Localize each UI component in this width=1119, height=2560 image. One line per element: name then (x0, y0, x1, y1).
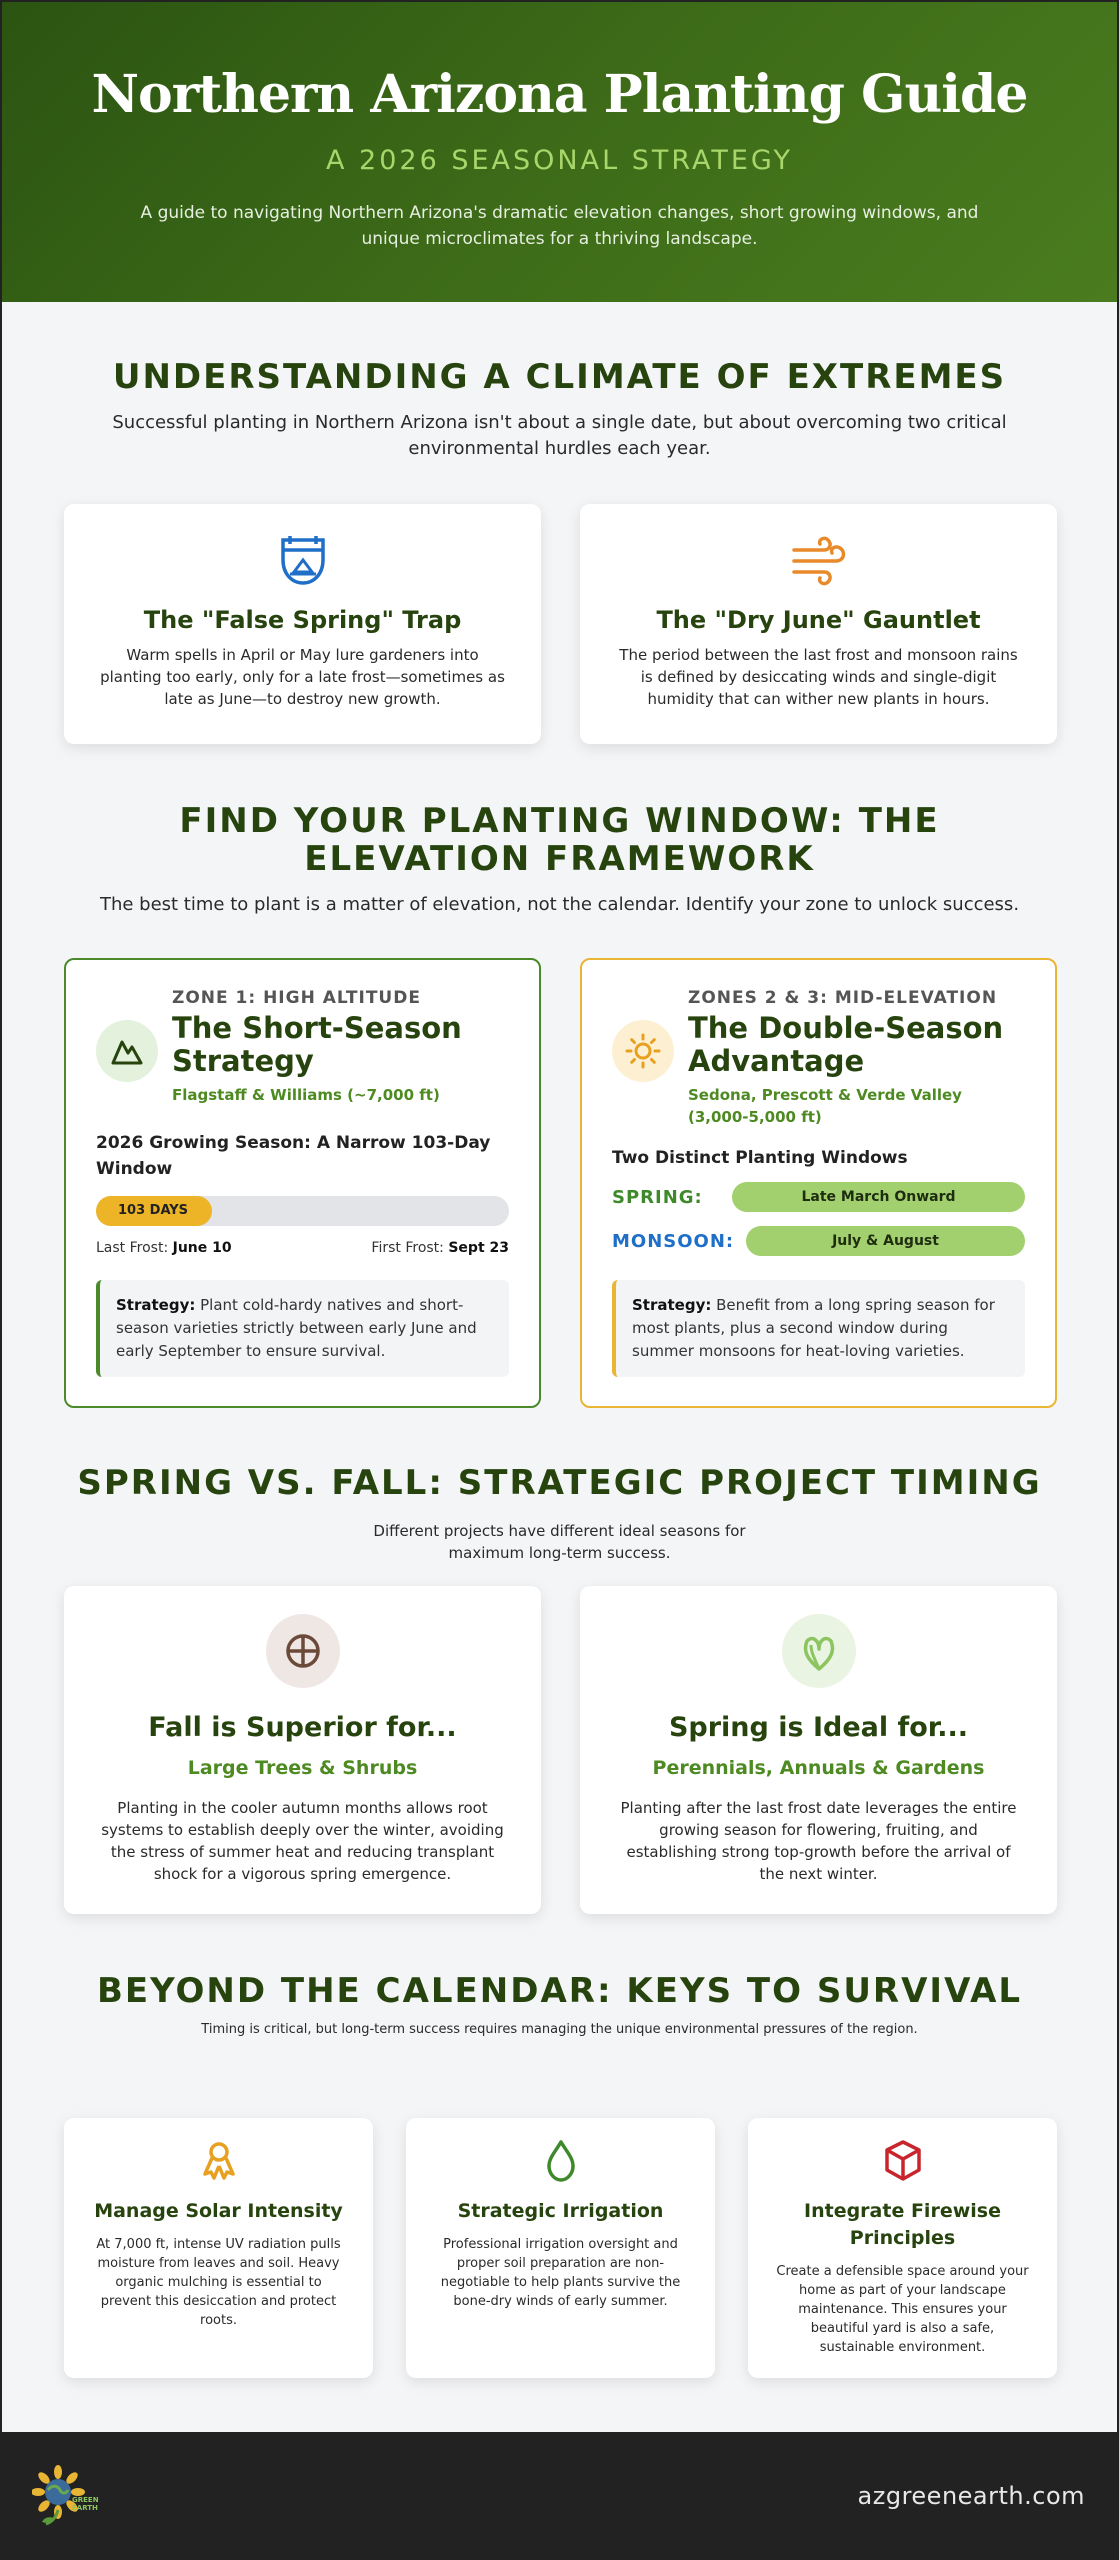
fall-text: Planting in the cooler autumn months allows root systems to establish deeply over the winter, avoiding the stress of summer heat and reducing transplant shock for a vigorous spring emergence. (101, 1799, 504, 1883)
climate-lead: Successful planting in Northern Arizona isn't about a single date, but about overcoming two critical environmental hurdles each year. (112, 412, 1007, 459)
firewise-title: Integrate Firewise Principles (804, 2200, 1001, 2249)
solar-intensity-card (64, 2118, 373, 2378)
footer-domain-link[interactable]: azgreenearth.com (857, 2482, 1085, 2510)
monsoon-label: MONSOON: (612, 1230, 735, 1252)
frost-dates (96, 1240, 509, 1256)
hero-header (2, 2, 1117, 302)
false-spring-text: Warm spells in April or May lure gardeners into planting too early, only for a late frost—sometimes as late as June—to destroy new growth. (100, 646, 505, 708)
zone-cards (64, 958, 1057, 1408)
sun-ribbon-icon (199, 2169, 239, 2188)
spring-window-row (612, 1182, 1025, 1212)
spring-title: Spring is Ideal for... (668, 1712, 969, 1743)
elevation-title: FIND YOUR PLANTING WINDOW: THE ELEVATION FRAMEWORK (179, 801, 940, 879)
elevation-lead: The best time to plant is a matter of elevation, not the calendar. Identify your zone to unlock success. (99, 894, 1020, 915)
monsoon-window-row (612, 1226, 1025, 1256)
false-spring-card (64, 504, 541, 744)
fall-card (64, 1586, 541, 1914)
firewise-text: Create a defensible space around your home as part of your landscape maintenance. This ensures your beautiful yard is also a safe, sustainable environment. (776, 2264, 1029, 2355)
timing-section (2, 1463, 1117, 1883)
cube-icon (882, 2169, 924, 2188)
solar-text: At 7,000 ft, intense UV radiation pulls moisture from leaves and soil. Heavy organic mulching is essential to prevent this desiccation and protect roots. (96, 2237, 341, 2328)
false-spring-title: The "False Spring" Trap (143, 606, 462, 634)
dry-june-card (580, 504, 1057, 744)
survival-title: BEYOND THE CALENDAR: KEYS TO SURVIVAL (96, 1971, 1023, 2011)
zone1-location: Flagstaff & Williams (~7,000 ft) (172, 1086, 440, 1104)
fall-title: Fall is Superior for... (148, 1712, 457, 1743)
svg-text:EARTH: EARTH (72, 2504, 98, 2512)
zone1-strategy-text: Plant cold-hardy natives and short-season varieties strictly between early June and early September to ensure survival. (116, 1296, 477, 1360)
last-frost: Last Frost: June 10 (96, 1240, 232, 1256)
zone1-strategy-label: Strategy: (116, 1296, 196, 1314)
growing-season-bar-fill: 103 DAYS (96, 1196, 212, 1226)
spring-label: SPRING: (612, 1186, 703, 1208)
climate-section (2, 357, 1117, 708)
elevation-section (2, 801, 1117, 1360)
firewise-card (748, 2118, 1057, 2378)
first-frost: First Frost: Sept 23 (371, 1240, 509, 1256)
zone2-strategy-label: Strategy: (632, 1296, 712, 1314)
tree-icon (266, 1614, 340, 1688)
spring-card (580, 1586, 1057, 1914)
water-drop-icon (541, 2169, 581, 2188)
zone2-card (580, 958, 1057, 1408)
zone2-strategy (612, 1280, 1025, 1377)
zone1-card (64, 958, 541, 1408)
survival-cards (64, 2118, 1057, 2378)
timing-cards (64, 1586, 1057, 1914)
dry-june-title: The "Dry June" Gauntlet (656, 606, 981, 634)
green-earth-logo[interactable] (32, 2464, 102, 2532)
last-frost-date: June 10 (172, 1240, 232, 1256)
sprout-icon (782, 1614, 856, 1688)
timing-title: SPRING VS. FALL: STRATEGIC PROJECT TIMING (77, 1463, 1042, 1503)
footer (2, 2432, 1117, 2560)
first-frost-date: Sept 23 (448, 1240, 509, 1256)
spring-window-pill: Late March Onward (732, 1182, 1025, 1212)
zone1-caption: 2026 Growing Season: A Narrow 103-Day Window (96, 1133, 491, 1179)
svg-text:GREEN: GREEN (72, 2496, 99, 2504)
zone2-title: The Double-Season Advantage (688, 1011, 1004, 1078)
sun-icon (612, 1020, 674, 1082)
mountain-icon (96, 1020, 158, 1082)
spring-subtitle: Perennials, Annuals & Gardens (652, 1757, 985, 1779)
irrigation-card (406, 2118, 715, 2378)
survival-section (2, 1971, 1117, 2355)
zone1-label: ZONE 1: HIGH ALTITUDE (172, 988, 421, 1008)
hero-intro: A guide to navigating Northern Arizona's dramatic elevation changes, short growing windows, and unique microclimates for a thriving landscape. (140, 203, 979, 249)
zone2-location: Sedona, Prescott & Verde Valley (3,000-5,000 ft) (688, 1086, 962, 1126)
fall-subtitle: Large Trees & Shrubs (187, 1757, 418, 1779)
timing-lead: Different projects have different ideal seasons for maximum long-term success. (373, 1522, 746, 1562)
frost-trap-icon (274, 573, 332, 592)
wind-icon (790, 573, 848, 592)
irrigation-title: Strategic Irrigation (457, 2200, 664, 2222)
spring-text: Planting after the last frost date leverages the entire growing season for flowering, fruiting, and establishing strong top-growth before the arrival of the next winter. (620, 1799, 1017, 1883)
climate-title: UNDERSTANDING A CLIMATE OF EXTREMES (112, 357, 1007, 397)
page-subtitle: A 2026 SEASONAL STRATEGY (326, 145, 793, 176)
survival-lead: Timing is critical, but long-term success requires managing the unique environmental pressures of the region. (201, 2022, 918, 2037)
page-title: Northern Arizona Planting Guide (91, 64, 1028, 125)
zone2-label: ZONES 2 & 3: MID-ELEVATION (688, 988, 998, 1008)
irrigation-text: Professional irrigation oversight and proper soil preparation are non-negotiable to help plants survive the bone-dry winds of early summer. (440, 2237, 681, 2309)
zone1-strategy (96, 1280, 509, 1377)
monsoon-window-pill: July & August (746, 1226, 1025, 1256)
zone1-title: The Short-Season Strategy (172, 1011, 462, 1078)
zone2-caption: Two Distinct Planting Windows (612, 1148, 908, 1168)
zone2-strategy-text: Benefit from a long spring season for most plants, plus a second window during summer monsoons for heat-loving varieties. (632, 1296, 995, 1360)
solar-title: Manage Solar Intensity (94, 2200, 343, 2222)
dry-june-text: The period between the last frost and monsoon rains is defined by desiccating winds and single-digit humidity that can wither new plants in hours. (619, 646, 1018, 708)
growing-season-bar (96, 1196, 509, 1226)
climate-cards (64, 504, 1057, 744)
